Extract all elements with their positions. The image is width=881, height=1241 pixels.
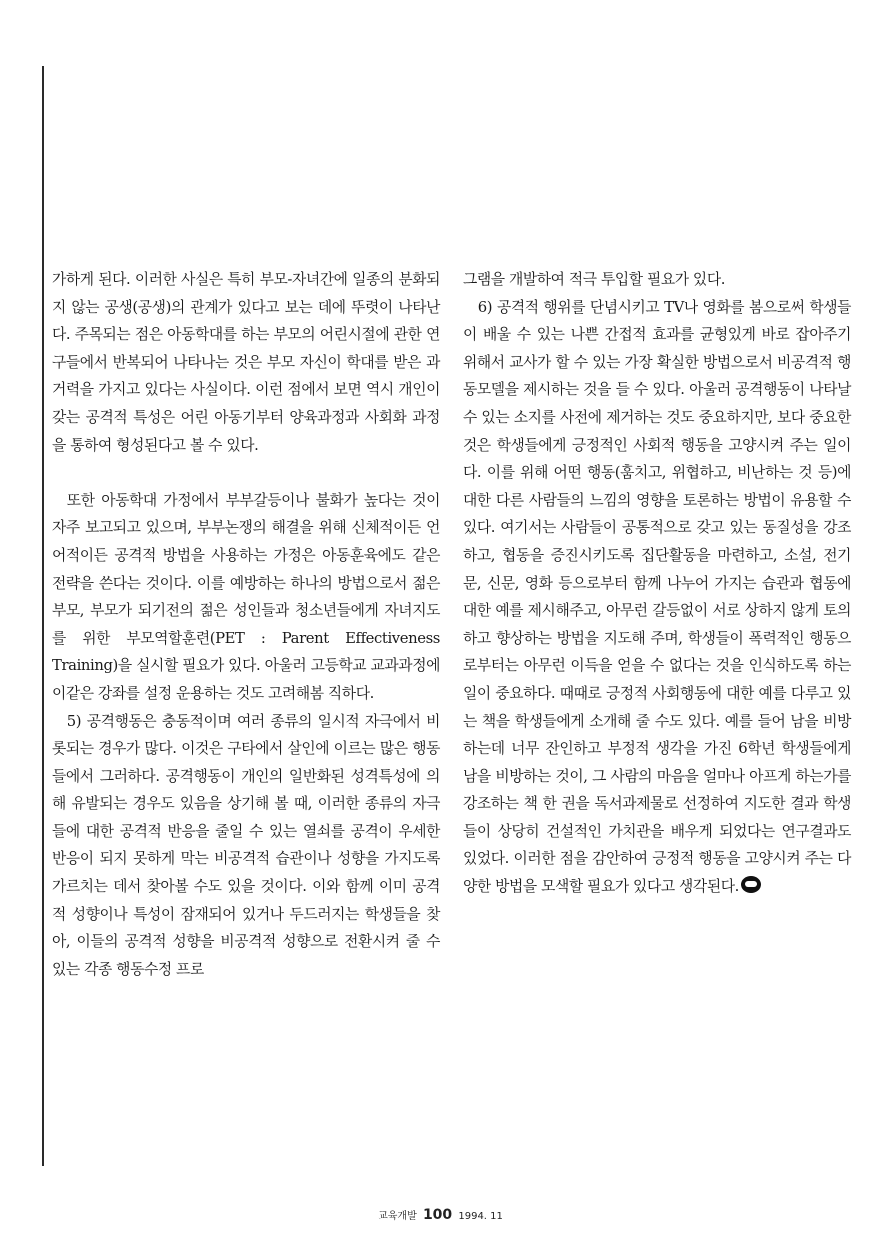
page-footer — [0, 1207, 881, 1223]
margin-rule — [42, 66, 44, 1166]
left-column — [52, 266, 440, 983]
paragraph: 그램을 개발하여 적극 투입할 필요가 있다. — [463, 271, 726, 288]
right-column — [463, 266, 851, 901]
journal-name: 교육개발 — [378, 1211, 417, 1222]
end-mark-icon — [741, 876, 761, 893]
paragraph: 또한 아동학대 가정에서 부부갈등이나 불화가 높다는 것이 자주 보고되고 있으며, 부부논쟁의 해결을 위해 신체적이든 언어적이든 공격적 방법을 사용하는 가정은 아동훈육에도 같은 전략을 쓴다는 것이다. 이를 예방하는 하나의 방법으로서 젊은 부모, 부모가 되기전의 젊은 성인들과 청소년들에게 자녀지도를 위한 부모역할훈련(PET : Parent Effectiveness Training)을 실시할 필요가 있다. 아울러 고등학교 교과과정에 이같은 강좌를 설정 운용하는 것도 고려해봄 직하다. — [52, 491, 440, 702]
paragraph: 5) 공격행동은 충동적이며 여러 종류의 일시적 자극에서 비롯되는 경우가 많다. 이것은 구타에서 살인에 이르는 많은 행동들에서 그러하다. 공격행동이 개인의 일반화된 성격특성에 의해 유발되는 경우도 있음을 상기해 볼 때, 이러한 종류의 자극들에 대한 공격적 반응을 줄일 수 있는 열쇠를 공격이 우세한 반응이 되지 못하게 막는 비공격적 습관이나 성향을 가지도록 가르치는 데서 찾아볼 수도 있을 것이다. 이와 함께 이미 공격적 성향이나 특성이 잠재되어 있거나 두드러지는 학생들을 찾아, 이들의 공격적 성향을 비공격적 성향으로 전환시켜 줄 수 있는 각종 행동수정 프로 — [52, 712, 440, 978]
issue-date: 1994. 11 — [458, 1211, 503, 1222]
page-number: 100 — [422, 1207, 453, 1223]
paragraph: 가하게 된다. 이러한 사실은 특히 부모-자녀간에 일종의 분화되지 않는 공생(공생)의 관계가 있다고 보는 데에 뚜렷이 나타난다. 주목되는 점은 아동학대를 하는 부모의 어린시절에 관한 연구들에서 반복되어 나타나는 것은 부모 자신이 학대를 받은 과거력을 가지고 있다는 사실이다. 이런 점에서 보면 역시 개인이 갖는 공격적 특성은 어린 아동기부터 양육과정과 사회화 과정을 통하여 형성된다고 볼 수 있다. — [52, 271, 440, 454]
paragraph-text: 6) 공격적 행위를 단념시키고 TV나 영화를 봄으로써 학생들이 배울 수 있는 나쁜 간접적 효과를 균형있게 바로 잡아주기 위해서 교사가 할 수 있는 가장 확실한 방법으로서 비공격적 행동모델을 제시하는 것을 들 수 있다. 아울러 공격행동이 나타날 수 있는 소지를 사전에 제거하는 것도 중요하지만, 보다 중요한 것은 학생들에게 긍정적인 사회적 행동을 고양시켜 주는 일이다. 이를 위해 어떤 행동(훔치고, 위협하고, 비난하는 것 등)에 대한 다른 사람들의 느낌의 영향을 토론하는 방법이 유용할 수 있다. 여기서는 사람들이 공통적으로 갖고 있는 동질성을 강조하고, 협동을 증진시키도록 집단활동을 마련하고, 소설, 전기문, 신문, 영화 등으로부터 함께 나누어 가지는 습관과 협동에 대한 예를 제시해주고, 아무런 갈등없이 서로 상하지 않게 토의하고 향상하는 방법을 지도해 주며, 학생들이 폭력적인 행동으로부터는 아무런 이득을 얻을 수 없다는 것을 인식하도록 하는 일이 중요하다. 때때로 긍정적 사회행동에 대한 예를 다루고 있는 책을 학생들에게 소개해 줄 수도 있다. 예를 들어 남을 비방하는데 너무 잔인하고 부정적 생각을 가진 6학년 학생들에게 남을 비방하는 것이, 그 사람의 마음을 얼마나 아프게 하는가를 강조하는 책 한 권을 독서과제물로 선정하여 지도한 결과 학생들이 상당히 건설적인 가치관을 배우게 되었다는 연구결과도 있었다. 이러한 점을 감안하여 긍정적 행동을 고양시켜 주는 다양한 방법을 모색할 필요가 있다고 생각된다. — [463, 298, 851, 896]
paragraph — [463, 294, 851, 901]
